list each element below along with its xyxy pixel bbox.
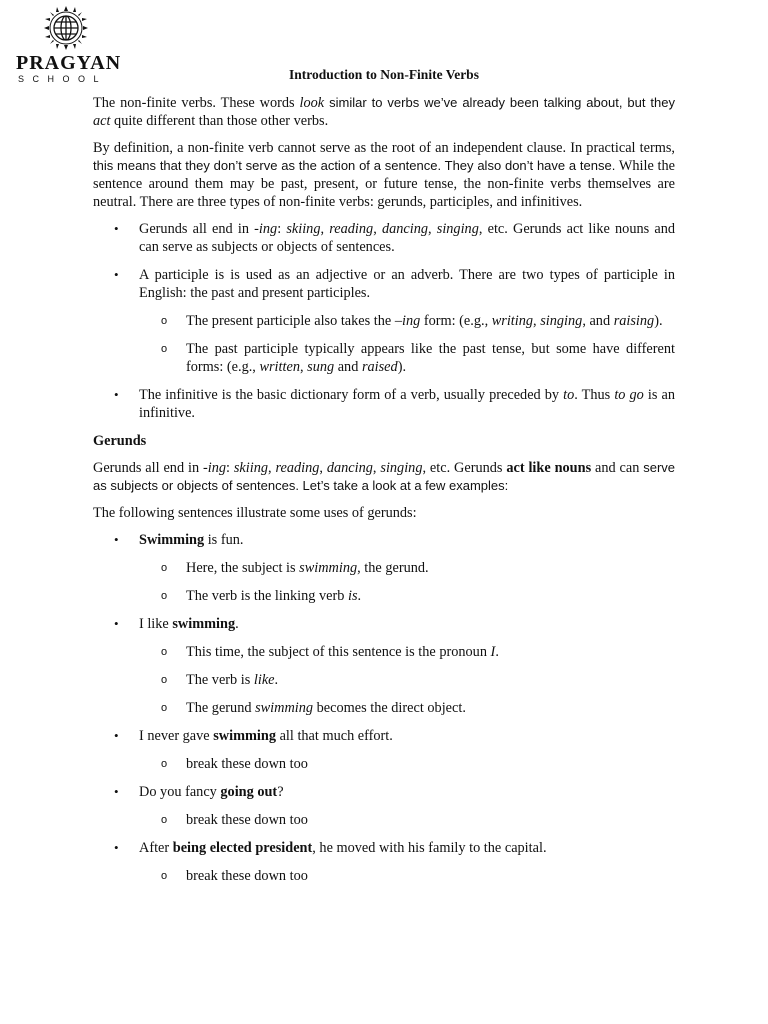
example-4-note: o break these down too <box>93 811 675 829</box>
example-2-note-2: o The verb is like. <box>93 671 675 689</box>
example-item-3: • I never gave swimming all that much effort. <box>93 727 675 745</box>
sublist-item-present-participle: o The present participle also takes the –ing form: (e.g., writing, singing, and raising). <box>93 312 675 330</box>
document-body <box>93 66 675 895</box>
sublist-item-past-participle: o The past participle typically appears like the past tense, but some have different forms: (e.g., written, sung and raised). <box>93 340 675 376</box>
list-item-participle: • A participle is is used as an adjective or an adverb. There are two types of participle in English: the past and present participles. <box>93 266 675 302</box>
page-title: Introduction to Non-Finite Verbs <box>289 67 479 82</box>
example-item-1: • Swimming is fun. <box>93 531 675 549</box>
gerunds-paragraph-2: The following sentences illustrate some uses of gerunds: <box>93 505 417 521</box>
list-item-infinitive: • The infinitive is the basic dictionary form of a verb, usually preceded by to. Thus to go is an infinitive. <box>93 386 675 422</box>
intro-paragraph-1: The non-finite verbs. These words look similar to verbs we’ve already been talking about, but they act quite different than those other verbs. <box>93 95 675 129</box>
gerunds-paragraph-1: Gerunds all end in -ing: skiing, reading, dancing, singing, etc. Gerunds act like nouns and can serve as subjects or objects of sentences. Let’s take a look at a few examples: <box>93 460 676 493</box>
example-2-note-3: o The gerund swimming becomes the direct object. <box>93 699 675 717</box>
example-1-note-1: o Here, the subject is swimming, the gerund. <box>93 559 675 577</box>
example-2-note-1: o This time, the subject of this sentence is the pronoun I. <box>93 643 675 661</box>
example-3-note: o break these down too <box>93 755 675 773</box>
globe-emblem-icon <box>42 4 90 52</box>
example-1-note-2: o The verb is the linking verb is. <box>93 587 675 605</box>
example-item-2: • I like swimming. <box>93 615 675 633</box>
example-5-note: o break these down too <box>93 867 675 885</box>
school-subtitle: SCHOOL <box>18 74 108 84</box>
list-item-gerunds: • Gerunds all end in -ing: skiing, reading, dancing, singing, etc. Gerunds act like nouns and can serve as subjects or objects of sentences. <box>93 220 675 256</box>
example-item-4: • Do you fancy going out? <box>93 783 675 801</box>
school-name: PRAGYAN <box>16 52 122 74</box>
intro-paragraph-2: By definition, a non-finite verb cannot serve as the root of an independent clause. In practical terms, this means that they don’t serve as the action of a sentence. They also don’t have a tense. While the sentence around them may be past, present, or future tense, the non-finite verbs themselves are neutral. There are three types of non-finite verbs: gerunds, participles, and infinitives. <box>93 140 676 210</box>
section-heading-gerunds: Gerunds <box>93 433 147 449</box>
example-item-5: • After being elected president, he moved with his family to the capital. <box>93 839 675 857</box>
